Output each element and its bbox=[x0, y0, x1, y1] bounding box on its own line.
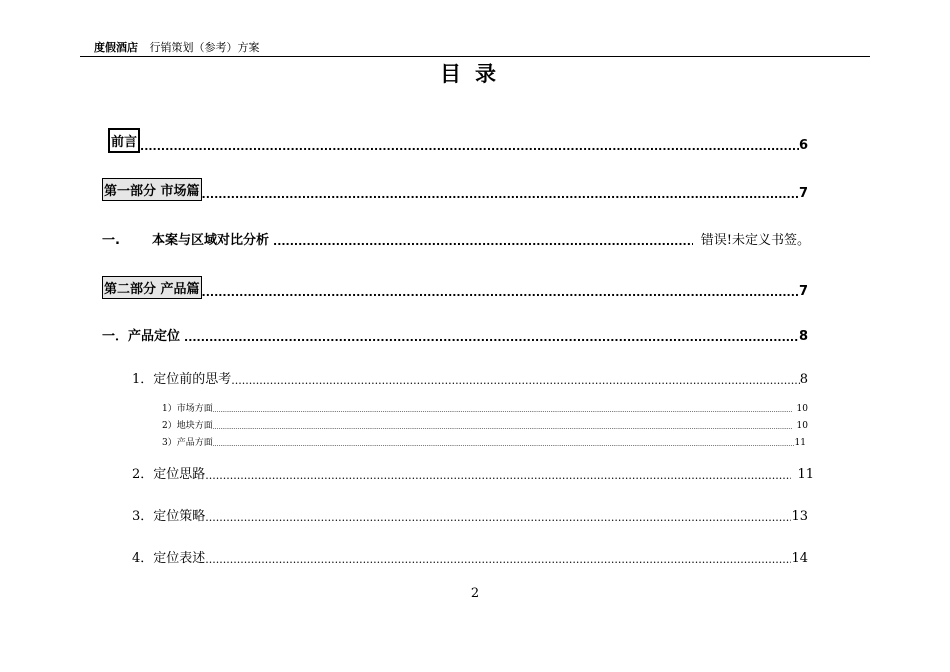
toc-entry-part2-item1[interactable] bbox=[102, 325, 808, 344]
toc-label: 1．定位前的思考 bbox=[132, 372, 232, 387]
header-subtitle: 行销策划（参考）方案 bbox=[149, 41, 260, 54]
toc-entry-sub2[interactable] bbox=[132, 463, 814, 482]
toc-label: 第二部分 产品篇 bbox=[102, 276, 202, 299]
toc-leader bbox=[213, 441, 795, 448]
toc-error-text: 错误!未定义书签。 bbox=[700, 233, 810, 248]
toc-entry-sub1[interactable] bbox=[132, 368, 808, 387]
toc-leader bbox=[213, 407, 793, 414]
toc-label: 4．定位表述 bbox=[132, 551, 206, 566]
header-brand: 度假酒店 bbox=[94, 41, 138, 54]
toc-label: 3）产品方面 bbox=[162, 438, 213, 448]
toc-leader bbox=[205, 511, 791, 524]
toc-page: 14 bbox=[791, 551, 808, 566]
toc-entry-preface[interactable] bbox=[108, 128, 808, 153]
running-header bbox=[94, 39, 260, 55]
toc-leader bbox=[205, 553, 791, 566]
toc-leader bbox=[273, 235, 693, 248]
toc-page: 10 bbox=[796, 421, 808, 431]
toc-label: 1）市场方面 bbox=[162, 404, 213, 414]
toc-leader bbox=[205, 469, 791, 482]
toc-page: 7 bbox=[798, 186, 808, 201]
toc-page: 11 bbox=[794, 438, 806, 448]
toc-label: 第一部分 市场篇 bbox=[102, 178, 202, 201]
toc-label: 前言 bbox=[108, 128, 140, 153]
toc-entry-sub3[interactable] bbox=[132, 505, 808, 524]
toc-label: 3．定位策略 bbox=[132, 509, 206, 524]
toc-entry-part1[interactable] bbox=[102, 178, 808, 201]
toc-entry-sub4[interactable] bbox=[132, 547, 808, 566]
toc-entry-part1-item1[interactable] bbox=[102, 229, 810, 248]
toc-number: 一. bbox=[102, 233, 120, 248]
page-number: 2 bbox=[470, 586, 480, 601]
toc-page: 11 bbox=[797, 467, 814, 482]
toc-page: 8 bbox=[799, 372, 808, 387]
toc-leader bbox=[202, 286, 799, 299]
toc-leader bbox=[184, 331, 799, 344]
header-rule bbox=[80, 56, 870, 57]
toc-leader bbox=[140, 140, 799, 153]
toc-leader bbox=[213, 424, 793, 431]
toc-page: 13 bbox=[791, 509, 808, 524]
toc-page: 8 bbox=[798, 329, 808, 344]
toc-label: 2．定位思路 bbox=[132, 467, 206, 482]
toc-leader bbox=[231, 374, 799, 387]
toc-label: 一．产品定位 bbox=[102, 329, 181, 344]
page-title: 目录 bbox=[440, 62, 510, 86]
toc-label: 本案与区域对比分析 bbox=[152, 233, 270, 248]
toc-entry-part2[interactable] bbox=[102, 276, 808, 299]
toc-label: 2）地块方面 bbox=[162, 421, 213, 431]
toc-page: 7 bbox=[798, 284, 808, 299]
toc-leader bbox=[202, 188, 799, 201]
toc-entry-sub1-a[interactable] bbox=[162, 401, 808, 414]
toc-entry-sub1-c[interactable] bbox=[162, 435, 806, 448]
toc-page: 10 bbox=[796, 404, 808, 414]
toc-entry-sub1-b[interactable] bbox=[162, 418, 808, 431]
toc-page: 6 bbox=[798, 138, 808, 153]
